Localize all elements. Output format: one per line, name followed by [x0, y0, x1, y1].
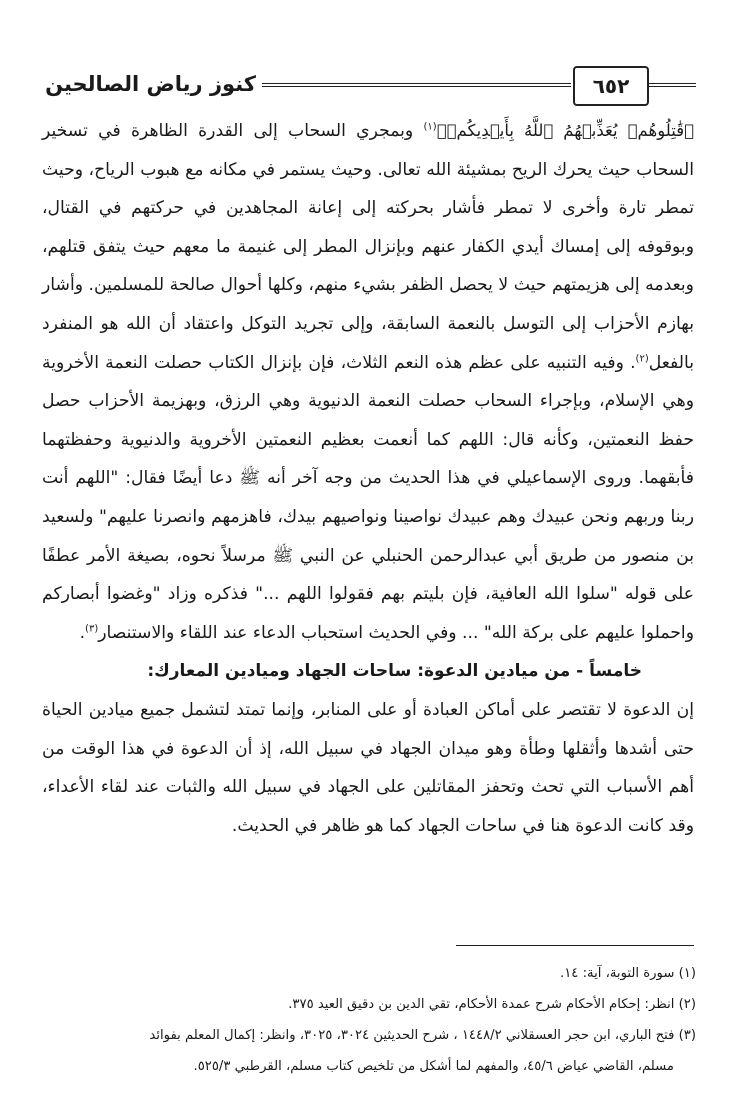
paragraph-1-text-c: .	[79, 622, 86, 643]
book-title: كنوز رياض الصالحين	[45, 72, 256, 96]
footnote-3-line-1: (٣) فتح الباري، ابن حجر العسقلاني ١٤٤٨/٢ ، شرح الحديثين ٣٠٢٤، ٣٠٢٥، وانظر: إكمال المعلم بفوائد	[149, 1028, 696, 1043]
paragraph-1-text-a: وبمجري السحاب إلى القدرة الظاهرة في تسخير السحاب حيث يحرك الريح بمشيئة الله تعالى. وحيث يستمر في مكانه مع هبوب الرياح، وحيث تمطر تارة وأخرى لا تمطر فأشار بحركته إلى إعانة المجاهدين في حركتهم في القتال، وبوقوفه إلى إمساك أيدي الكفار عنهم وبإنزال المطر إلى غنيمة ما معهم حيث يتفق قتلهم، وبعدمه إلى هزيمتهم حيث لا يحصل الظفر بشيء منهم، وكلها أحوال صالحة للمسلمين. وأشار بهازم الأحزاب إلى التوسل بالنعمة السابقة، وإلى تجريد التوكل واعتقاد أن الله هو المنفرد بالفعل	[42, 121, 694, 373]
footnote-1: (١) سورة التوبة، آية: ١٤.	[560, 966, 696, 981]
main-text	[42, 112, 694, 845]
section-heading: خامساً - من ميادين الدعوة: ساحات الجهاد وميادين المعارك:	[147, 661, 642, 682]
footnotes	[40, 958, 696, 1082]
header-rule-left	[262, 83, 571, 87]
footnote-3-line-2: مسلم، القاضي عياض ٤٥/٦، والمفهم لما أشكل من تلخيص كتاب مسلم، القرطبي ٥٢٥/٣.	[193, 1059, 674, 1074]
page-number: ٦٥٢	[573, 66, 649, 106]
footnote-2: (٢) انظر: إحكام الأحكام شرح عمدة الأحكام، تقي الدين بن دقيق العيد ٣٧٥.	[288, 997, 696, 1012]
header-rule-right	[647, 83, 696, 87]
paragraph-1-text-b: . وفيه التنبيه على عظم هذه النعم الثلاث، فإن بإنزال الكتاب حصلت النعمة الأخروية وهي الإسلام، وبإجراء السحاب حصلت النعمة الدنيوية وهي الرزق، وبهزيمة الأحزاب حصل حفظ النعمتين، وكأنه قال: اللهم كما أنعمت بعظيم النعمتين الأخروية والدنيوية وحفظتهما فأبقهما. وروى الإسماعيلي في هذا الحديث من وجه آخر أنه ﷺ دعا أيضًا فقال: "اللهم أنت ربنا وربهم ونحن عبيدك وهم عبيدك نواصينا ونواصيهم بيدك، فاهزمهم وانصرنا عليهم" ولسعيد بن منصور من طريق أبي عبدالرحمن الحنبلي عن النبي ﷺ مرسلاً نحوه، بصيغة الأمر عطفًا على قوله "سلوا الله العافية، فإن بليتم بهم فقولوا اللهم ..." فذكره وزاد "وغضوا أبصاركم واحملوا عليهم على بركة الله" ... وفي الحديث استحباب الدعاء عند اللقاء والاستنصار	[42, 352, 694, 643]
footnote-separator	[456, 945, 694, 946]
footnote-ref-3: (٣)	[85, 622, 99, 634]
page-header	[30, 66, 696, 110]
paragraph-2: إن الدعوة لا تقتصر على أماكن العبادة أو على المنابر، وإنما تمتد لتشمل جميع ميادين الحياة حتى أشدها وأثقلها وطأة وهو ميدان الجهاد في سبيل الله، إذ أن الدعوة في هذا الوقت من أهم الأسباب التي تحث وتحفز المقاتلين على الجهاد في سبيل الله والثبات عند لقاء الأعداء، وقد كانت الدعوة هنا في ساحات الجهاد كما هو ظاهر في الحديث.	[42, 699, 694, 836]
quran-verse: ﴿قَٰتِلُوهُمۡ يُعَذِّبۡهُمُ ٱللَّهُ بِأَيۡدِيكُمۡ﴾	[436, 121, 694, 140]
footnote-ref-2: (٢)	[635, 352, 649, 364]
footnote-ref-1: (١)	[423, 121, 437, 133]
paragraph-1	[42, 112, 694, 652]
